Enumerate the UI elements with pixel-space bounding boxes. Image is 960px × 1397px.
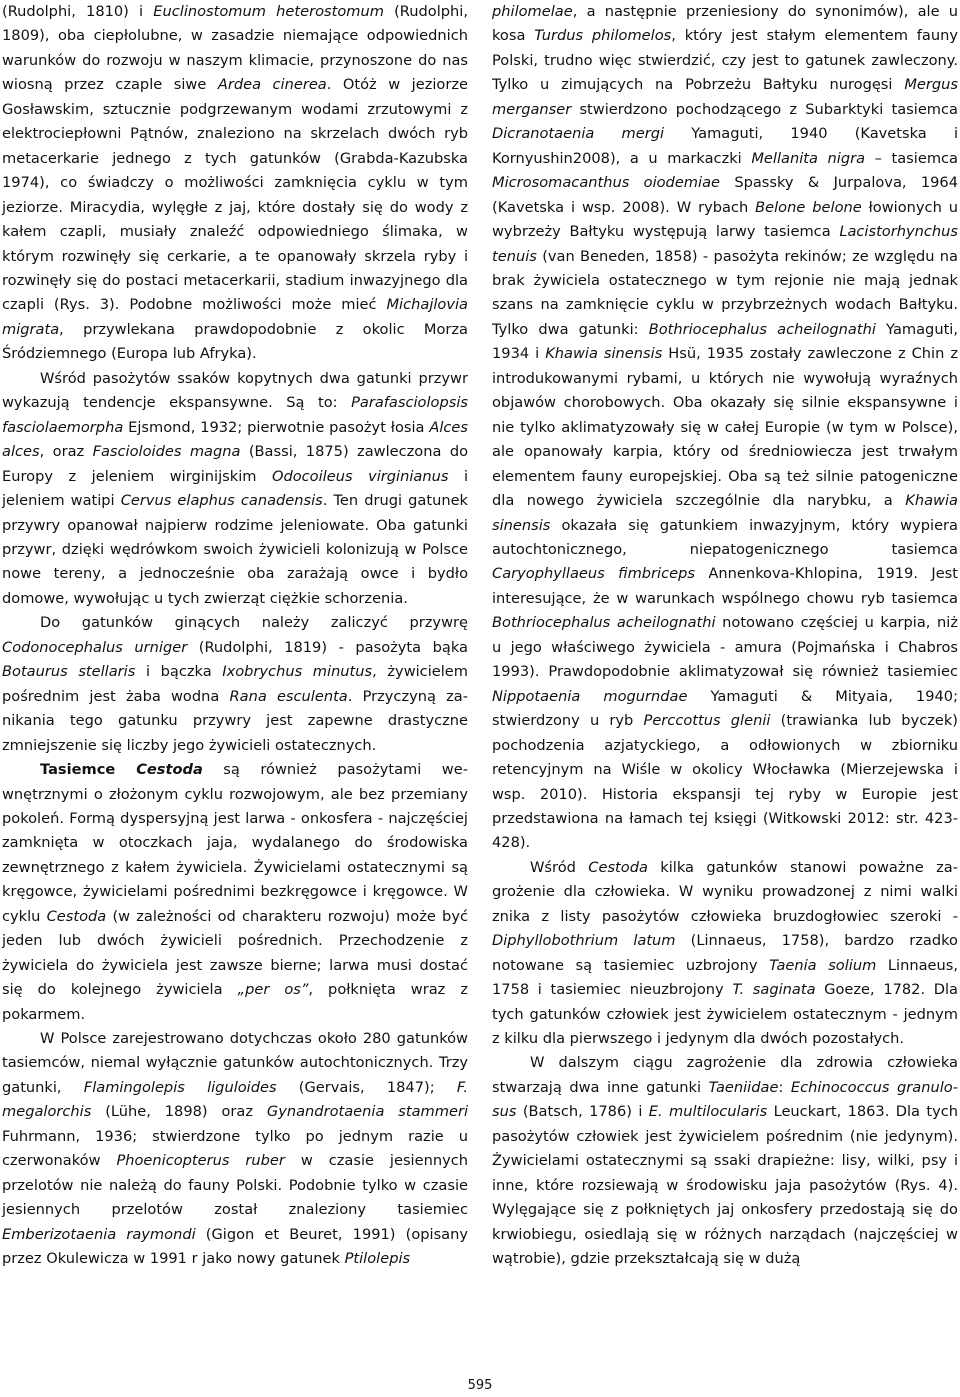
left-paragraph-5: W Polsce zarejestrowano dotychczas około 280 gatunków tasiemców, niemal wyłącznie gatunków autochtonicznych. Trzy gatunki, Flamingolepis liguloides (Gervais, 1847); F. megalorchis (Lühe, 1898) oraz Gynandrotaenia stammeri Fuhrmann, 1936; stwierdzone tylko po jednym razie u czerwonaków Phoenicopterus ruber w czasie jesiennych przelotów nie należą do fauny Polski. Podobnie tylko w czasie jesiennych przelotów został znaleziony tasiemiec Emberizotaenia raymondi (Gigon et Beuret, 1991) (opisany przez Okulewicza w 1991 r jako nowy gatunek Ptilolepis xyxy=(2,1030,469,1268)
right-paragraph-3: W dalszym ciągu zagrożenie dla zdrowia człowieka stwarzają dwa inne gatunki Taeniidae: Echinococcus granulosus (Batsch, 1786) i E. multilocularis Leuckart, 1863. Dla tych pasożytów człowiek jest żywicielem pośrednim (nie jedynym). Żywicielami ostatecznymi są ssaki drapieżne: lisy, wilki, psy i inne, które rozsiewają w środowisku jaja pasożytów (Rys. 4). Wylęgające się z połkniętych jaj onkosfery przedostają się do krwiobiegu, osiedlają się w różnych narządach (najczęściej w wątrobie), gdzie przekształcają się w dużą xyxy=(492,1054,958,1268)
italic-term: Botaurus stellaris xyxy=(2,663,136,681)
italic-term: Odocoileus virginianus xyxy=(271,467,449,485)
italic-term: Nippotaenia mogurndae xyxy=(492,687,688,705)
italic-term: Microsomacanthus oiodemiae xyxy=(492,174,720,192)
italic-term: Michajlovia migrata xyxy=(2,296,468,338)
italic-term: Ixobrychus minutus xyxy=(222,663,373,681)
italic-term: Codonocephalus urniger xyxy=(2,638,188,656)
italic-term: Bothriocephalus acheilognathi xyxy=(648,320,876,338)
right-paragraph-2: Wśród Cestoda kilka gatunków stanowi poważne zagrożenie dla człowieka. W wyniku prowadzonej z nimi walki znika z listy pasożytów człowieka bruzdogłowiec szeroki - Diphyllobothrium latum (Linnaeus, 1758), bardzo rzadko notowane są tasiemiec uzbrojony Taenia solium Linnaeus, 1758 i tasiemiec nieuzbrojony T. saginata Goeze, 1782. Dla tych gatunków człowiek jest żywicielem ostatecznym - jednym z kilku dla pierwszego i jedynym dla dwóch pozostałych. xyxy=(492,858,958,1048)
italic-term: Lacistorhynchus tenuis xyxy=(492,223,958,265)
italic-term: Gynandrotaenia stammeri xyxy=(266,1103,469,1121)
italic-term: Phoenicopterus ruber xyxy=(116,1152,285,1170)
italic-term: philomelae xyxy=(492,3,573,20)
italic-term: Turdus philomelos xyxy=(534,27,672,45)
right-paragraph-1: philomelae, a następnie przeniesiony do synonimów), ale u kosa Turdus philomelos, który jest stałym elementem fauny Polski, trudno więc stwierdzić, czy jest to gatunek zawleczony. Tylko u zimujących na Pobrzeżu Bałtyku nurogęsi Mergus merganser stwierdzono pochodzącego z Subarktyki tasiemca Dicranotaenia mergi Yamaguti, 1940 (Kavetska i Kornyushin2008), a u markaczki Mellanita nigra – tasiemca Microsomacanthus oiodemiae Spassky & Jurpalova, 1964 (Kavetska i wsp. 2008). W rybach Belone belone łowionych u wybrzeży Bałtyku występują larwy tasiemca Lacistorhynchus tenuis (van Beneden, 1858) - pasożyta rekinów; ze względu na brak żywiciela ostatecznego w tym rejonie nie mają jednak szans na zamknięcie cyklu w przybrzeżnych wodach Bałtyku. Tylko dwa gatunki: Bothriocephalus acheilognathi Yamaguti, 1934 i Khawia sinensis Hsü, 1935 zostały zawleczone z Chin z introdukowanymi rybami, u których nie wywołują wyraźnych objawów chorobowych. Oba okazały się silnie ekspansywne i nie tylko aklimatyzowały się w całej Europie (w tym w Polsce), ale opanowały karpia, który od średniowiecza jest trwałym elementem fauny europejskiej. Oba są też silnie patogeniczne dla nowego żywiciela szczególnie dla narybku, a Khawia sinensis okazała się gatunkiem inwazyjnym, który wypiera autochtonicznego, niepatogenicznego tasiemca Caryophyllaeus fimbriceps Annenkova-Khlopina, 1919. Jest interesujące, że w warunkach wspólnego chowu ryb tasiemca Bothriocephalus acheilognathi notowano częściej u karpia, niż u jego właściwego żywiciela - amura (Pojmańska i Chabros 1993). Prawdopodobnie aklimatyzował się również tasiemiec Nippotaenia mogurndae Yamaguti & Mityaia, 1940; stwierdzony u ryb Perccottus glenii (trawianka lub byczek) pochodzenia azjatyckiego, a odłowionych w zbiorniku retencyjnym na Wiśle w okolicy Włocławka (Mierzejewska i wsp. 2010). Historia ekspansji tej ryby w Europie jest przedstawiona na łamach tej księgi (Witkowski 2012: str. 423-428). xyxy=(492,3,959,852)
italic-term: F. megalorchis xyxy=(2,1078,468,1121)
italic-term: Cestoda xyxy=(46,907,107,925)
italic-term: Cervus elaphus canadensis xyxy=(120,492,323,510)
italic-term: Taenia solium xyxy=(769,956,877,974)
italic-term: Diphyllobothrium latum xyxy=(492,932,676,950)
page-number: 595 xyxy=(467,1378,493,1393)
italic-term: Caryophyllaeus fimbriceps xyxy=(492,565,695,583)
italic-term: „per os” xyxy=(237,981,309,999)
left-paragraph-1: (Rudolphi, 1810) i Euclinostomum heterostomum (Rudolphi, 1809), oba ciepłolubne, w zasadzie niemające odpowiednich warunków do rozwoju w naszym klimacie, przynoszone do nas wiosną przez czaple siwe Ardea cinerea. Otóż w jeziorze Gosławskim, sztucznie podgrzewanym wodami zrzutowymi z elektrociepłowni Pątnów, znaleziono na skrzelach dwóch ryb metacerkarie jednego z tych gatunków (Grabda-Kazubska 1974), co świadczy o możliwości zamknięcia cyklu w tym jeziorze. Miracydia, wylęgłe z jaj, które dostały się do wody z kałem czapli, musiały znaleźć odpowiedniego ślimaka, w którym rozwinęły się cerkarie, a te opanowały skrzela ryby i rozwinęły się do postaci metacerkarii, stadium inwazyjnego dla czapli (Rys. 3). Podobne możliwości może mieć Michajlovia migrata, przywlekana prawdopodobnie z okolic Morza Śródziemnego (Europa lub Afryka). xyxy=(2,3,468,363)
left-paragraph-2: Wśród pasożytów ssaków kopytnych dwa gatunki przywr wykazują tendencje ekspansywne. Są to: Parafasciolopsis fasciolaemorpha Ejsmond, 1932; pierwotnie pasożyt łosia Alces alces, oraz Fascioloides magna (Bassi, 1875) zawleczona do Europy z jeleniem wirginijskim Odocoileus virginianus i jeleniem watipi Cervus elaphus canadensis. Ten drugi gatunek przywry opanował najpierw rodzime jeleniowate. Oba gatunki przywr, dzięki wędrówkom swoich żywicieli kolonizują w Polsce nowe tereny, a jednocześnie oba zarażają owce i bydło domowe, wywołując u tych zwierząt ciężkie schorzenia. xyxy=(2,369,469,607)
italic-term: Cestoda xyxy=(588,858,648,876)
italic-term: E. multilocularis xyxy=(648,1103,768,1121)
italic-term: Bothriocephalus acheilognathi xyxy=(492,614,716,632)
right-column xyxy=(492,0,958,1272)
italic-term: Rana esculenta xyxy=(229,687,348,705)
italic-term: Khawia sinensis xyxy=(545,345,663,363)
italic-term: Khawia sinensis xyxy=(492,492,958,534)
italic-term: Parafasciolopsis fasciolaemorpha xyxy=(2,394,468,436)
bold-italic-term: Cestoda xyxy=(136,761,203,779)
italic-term: Mellanita nigra xyxy=(751,149,866,167)
italic-term: T. saginata xyxy=(732,981,816,999)
bold-term: Tasiemce xyxy=(40,761,137,779)
italic-term: Belone belone xyxy=(755,198,862,216)
italic-term: Euclinostomum heterostomum xyxy=(153,3,384,20)
italic-term: Alces alces xyxy=(2,418,468,461)
left-paragraph-4-cestoda: Tasiemce Cestoda są również pasożytami wewnętrznymi o złożonym cyklu rozwojowym, ale bez przemiany pokoleń. Formą dyspersyjną jest larwa - onkosfera - najczęściej zamknięta w otoczkach jaja, wydalanego do środowiska zewnętrznego z kałem żywiciela. Żywicielami ostatecznymi są kręgowce, żywicielami pośrednimi bezkręgowce i kręgowce. W cyklu Cestoda (w zależności od charakteru rozwoju) może być jeden lub dwóch żywicieli pośrednich. Przechodzenie z żywiciela do żywiciela jest zawsze bierne; larwa musi dostać się do kolejnego żywiciela „per os”, połknięta wraz z pokarmem. xyxy=(2,761,468,1023)
italic-term: Emberizotaenia raymondi xyxy=(2,1225,196,1243)
italic-term: Fascioloides magna xyxy=(92,443,241,461)
italic-term: Taeniidae xyxy=(708,1078,779,1096)
italic-term: Perccottus glenii xyxy=(643,712,771,730)
italic-term: Flamingolepis liguloides xyxy=(83,1078,277,1096)
left-paragraph-3: Do gatunków ginących należy zaliczyć przywrę Codonocephalus urniger (Rudolphi, 1819) - pasożyta bąka Botaurus stellaris i bączka Ixobrychus minutus, żywicielem pośrednim jest żaba wodna Rana esculenta. Przyczyną zanikania tego gatunku przywry jest zapewne drastyczne zmniejszenie się liczby jego żywicieli ostatecznych. xyxy=(2,614,468,754)
left-column xyxy=(2,0,468,1272)
italic-term: Ardea cinerea xyxy=(217,76,327,94)
italic-term: Dicranotaenia mergi xyxy=(492,125,665,143)
italic-term: Ptilolepis xyxy=(344,1250,411,1268)
italic-term: Echinococcus granulosus xyxy=(492,1078,958,1121)
italic-term: Mergus merganser xyxy=(492,76,958,118)
